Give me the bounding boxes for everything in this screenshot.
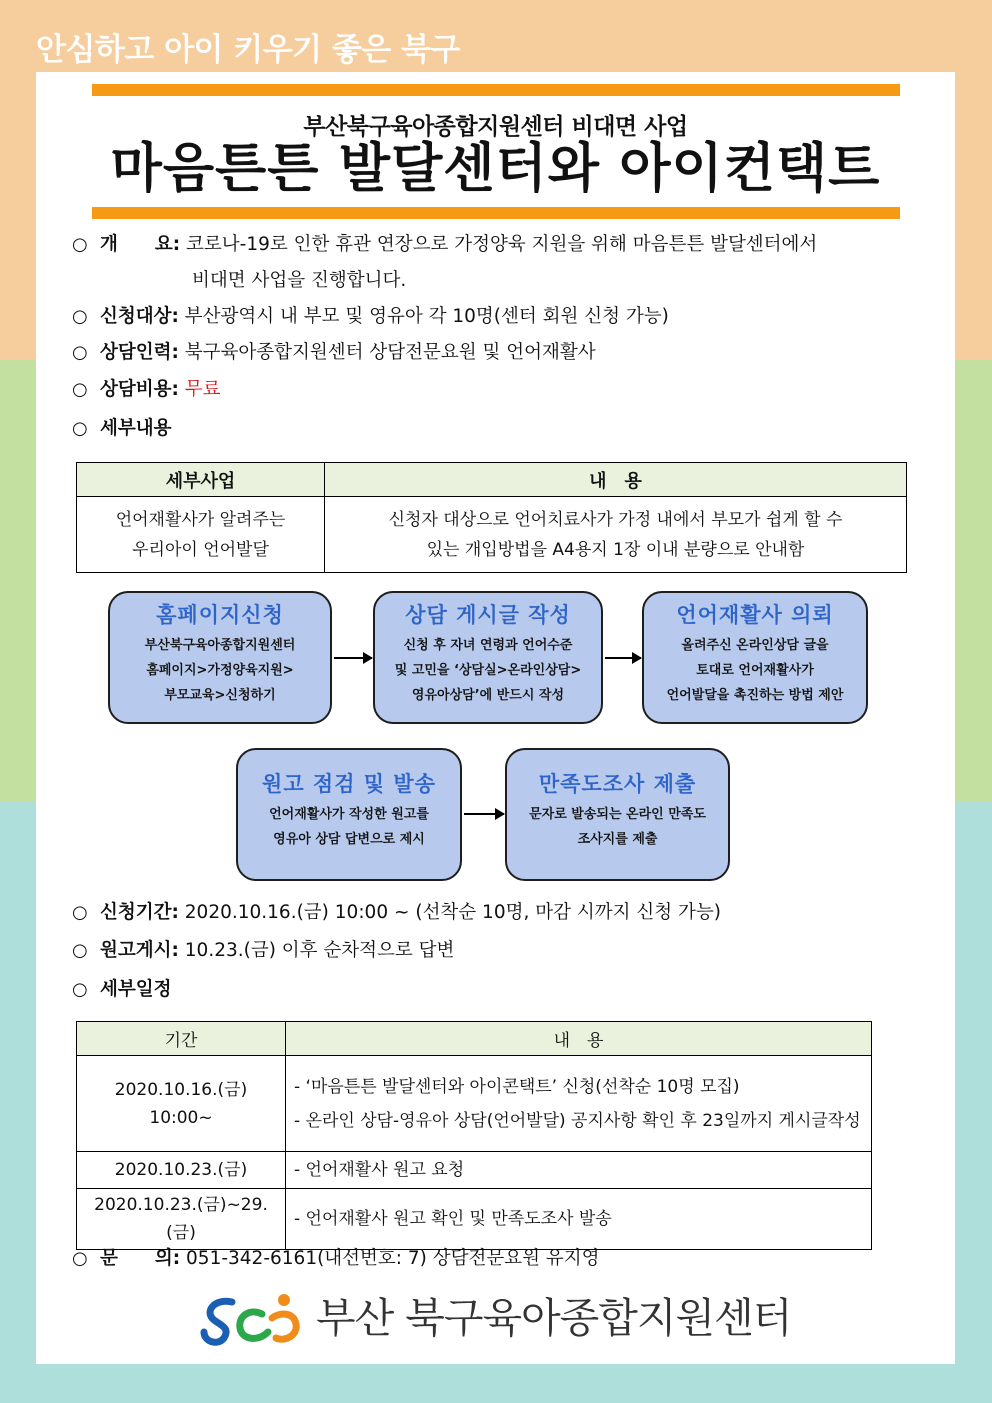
schedule-date-cell: 2020.10.16.(금) 10:00~ [77,1056,286,1152]
posting-label: 원고게시: [100,940,179,961]
subtitle: 부산북구육아종합지원센터 비대면 사업 [303,114,688,140]
flow-step-line: 토대로 언어재활사가 [696,663,814,678]
flow-step-line: 신청 후 자녀 연령과 언어수준 [403,638,573,653]
bullet-icon: ○ [72,342,88,363]
flow-step-title: 원고 점검 및 발송 [262,772,436,796]
flow-step-line: 문자로 발송되는 온라인 만족도 [529,807,706,822]
detail-content-cell [325,497,907,573]
overview-line-2: 비대면 사업을 진행합니다. [192,270,407,291]
table-row [77,1056,872,1152]
schedule-item: - 온라인 상담-영유아 상담(언어발달) 공지사항 확인 후 23일까지 게시글작성 [294,1110,861,1131]
flow-step-title: 만족도조사 제출 [538,772,697,796]
detail-header-content: 내 용 [325,463,907,497]
bullet-icon: ○ [72,979,88,1000]
period-text: 2020.10.16.(금) 10:00 ~ (선착순 10명, 마감 시까지 신청 가능) [184,902,721,923]
schedule-item: - 언어재활사 원고 요청 [294,1160,465,1180]
bottom-orange-bar [92,207,900,219]
cost-line [72,377,221,403]
target-text: 부산광역시 내 부모 및 영유아 각 10명(센터 회원 신청 가능) [184,306,669,327]
flow-step-body [507,802,728,852]
schedule-line [72,977,171,1003]
contact-line [72,1246,600,1272]
schedule-item: - ‘마음튼튼 발달센터와 아이콘택트’ 신청(선착순 10명 모집) [294,1076,740,1097]
main-title: 마음튼튼 발달센터와 아이컨택트 [110,138,881,199]
flow-step-body [375,633,601,708]
schedule-header-content: 내 용 [286,1022,872,1056]
flow-arrow-icon [334,657,372,659]
schedule-table [76,1021,872,1250]
posting-line [72,938,454,964]
table-row [77,1152,872,1189]
schedule-content-cell [286,1152,872,1189]
detail-content-line: 신청자 대상으로 언어치료사가 가정 내에서 부모가 쉽게 할 수 [388,509,843,530]
bullet-icon: ○ [72,418,88,439]
flow-step-line: 부모교육>신청하기 [164,688,276,703]
flow-arrow-icon [464,813,504,815]
flow-step-therapist [642,591,868,724]
bullet-icon: ○ [72,234,88,255]
flow-step-title: 홈페이지신청 [156,603,284,627]
schedule-date-cell: 2020.10.23.(금)~29.(금) [77,1189,286,1250]
flow-step-line: 영유아 상담 답변으로 제시 [273,832,425,847]
flow-step-line: 조사지를 제출 [577,832,658,847]
schedule-header-period: 기간 [77,1022,286,1056]
flow-step-survey [505,748,730,881]
bullet-icon: ○ [72,1248,88,1269]
org-name: 부산 북구육아종합지원센터 [316,1294,792,1342]
flow-step-post [373,591,603,724]
flow-step-line: 언어발달을 촉진하는 방법 제안 [666,688,844,703]
flow-step-line: 올려주신 온라인상담 글을 [681,638,829,653]
flow-step-line: 홈페이지>가정양육지원> [146,663,294,678]
contact-label: 문 의: [100,1248,181,1269]
period-label: 신청기간: [100,902,179,923]
table-row [77,497,907,573]
overview-label: 개 요: [100,234,181,255]
staff-text: 북구육아종합지원센터 상담전문요원 및 언어재활사 [184,342,596,363]
schedule-label: 세부일정 [100,979,172,1000]
detail-program-line: 언어재활사가 알려주는 [115,509,286,530]
target-line [72,304,669,330]
flow-step-body [644,633,866,708]
bullet-icon: ○ [72,306,88,327]
schedule-content-cell [286,1056,872,1152]
detail-content-line: 있는 개입방법을 A4용지 1장 이내 분량으로 안내함 [426,539,805,560]
bullet-icon: ○ [72,379,88,400]
staff-label: 상담인력: [100,342,179,363]
flow-step-title: 언어재활사 의뢰 [676,603,834,627]
busan-bukgu-logo-icon [200,1288,310,1348]
detail-table [76,462,907,573]
flow-step-line: 영유아상담’에 반드시 작성 [411,688,565,703]
contact-text: 051-342-6161(내선번호: 7) 상담전문요원 유지영 [186,1248,600,1269]
top-orange-bar [92,84,900,96]
bullet-icon: ○ [72,940,88,961]
detail-header-program: 세부사업 [77,463,325,497]
detail-program-line: 우리아이 언어발달 [132,539,269,560]
flow-arrow-icon [605,657,641,659]
flow-step-body [238,802,460,852]
cost-text: 무료 [184,379,221,400]
flow-step-line: 부산북구육아종합지원센터 [144,638,296,653]
flow-step-homepage [108,591,332,724]
overview-text: 코로나-19로 인한 휴관 연장으로 가정양육 지원을 위해 마음튼튼 발달센터에서 [186,234,818,255]
flow-step-review [236,748,462,881]
overview-line [72,232,817,258]
flow-step-line: 및 고민을 ‘상담실>온라인상담> [394,663,582,678]
posting-text: 10.23.(금) 이후 순차적으로 답변 [184,940,455,961]
details-line [72,416,171,442]
detail-program-cell [77,497,325,573]
table-row [77,1189,872,1250]
cost-label: 상담비용: [100,379,179,400]
schedule-item: - 언어재활사 원고 확인 및 만족도조사 발송 [294,1209,612,1229]
staff-line [72,340,596,366]
bullet-icon: ○ [72,902,88,923]
flow-step-line: 언어재활사가 작성한 원고를 [269,807,429,822]
flow-step-title: 상담 게시글 작성 [405,603,571,627]
period-line [72,900,721,926]
details-label: 세부내용 [100,418,172,439]
flow-step-body [110,633,330,708]
slogan: 안심하고 아이 키우기 좋은 북구 [36,32,460,68]
target-label: 신청대상: [100,306,179,327]
schedule-date-cell: 2020.10.23.(금) [77,1152,286,1189]
schedule-content-cell [286,1189,872,1250]
